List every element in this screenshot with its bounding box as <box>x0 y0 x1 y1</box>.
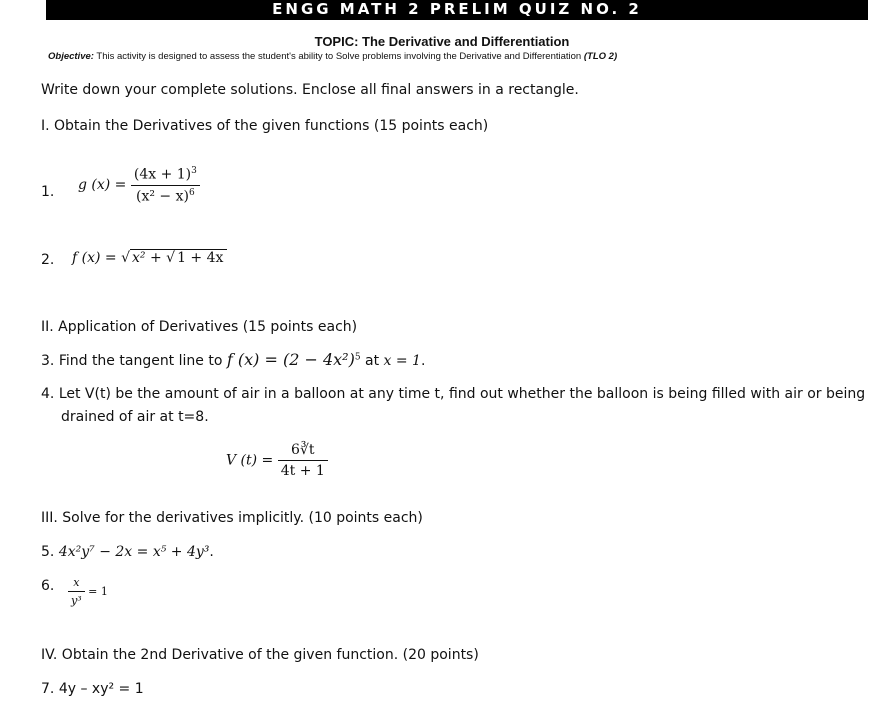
item-4-line-1 <box>41 386 865 402</box>
instructions: Write down your complete solutions. Enclose all final answers in a rectangle. <box>41 82 579 98</box>
item-5-suffix: . <box>209 544 214 560</box>
section-4-title: IV. Obtain the 2nd Derivative of the given function. (20 points) <box>41 647 479 663</box>
radical-sign-icon: √ <box>121 250 131 266</box>
item-3-number: 3. <box>41 353 55 369</box>
item-2-number: 2. <box>41 252 55 268</box>
topic-heading: TOPIC: The Derivative and Differentiation <box>314 34 570 49</box>
objective-text: This activity is designed to assess the student's ability to Solve problems involving the Derivative and Differentiation <box>93 51 584 62</box>
item-4-denominator: 4t + 1 <box>280 463 325 479</box>
item-1-fraction <box>131 166 200 204</box>
item-6-number: 6. <box>41 578 55 594</box>
item-2-radicand: x² + <box>132 250 167 266</box>
item-6-numerator: x <box>68 576 85 592</box>
item-1-numerator: (4x + 1) <box>133 166 192 183</box>
objective-line <box>48 51 617 62</box>
item-4-fraction <box>278 442 328 479</box>
item-1-denominator-exponent: 6 <box>188 187 195 198</box>
item-7-equation: 4y – xy² = 1 <box>58 681 144 697</box>
item-2-lhs: f (x) = <box>72 250 122 266</box>
item-4-equation <box>226 442 328 479</box>
item-1-equation <box>78 166 200 204</box>
item-4-numerator: 6∛t <box>278 442 328 461</box>
item-5-number: 5. <box>41 544 55 560</box>
item-6-equation <box>68 576 108 607</box>
item-3 <box>41 350 425 369</box>
radical-sign-icon: √ <box>166 250 176 266</box>
item-7-number: 7. <box>41 681 55 697</box>
item-3-point: x = 1 <box>383 353 421 369</box>
item-1-numerator-exponent: 3 <box>191 166 197 176</box>
item-1-lhs: g (x) = <box>78 177 127 194</box>
item-4-lhs: V (t) = <box>226 452 274 469</box>
item-6-rhs: = 1 <box>88 585 108 598</box>
item-2-equation <box>72 250 227 266</box>
item-3-function: f (x) = (2 − 4x²) <box>226 350 355 369</box>
item-3-exponent: 5 <box>354 352 361 363</box>
item-2-inner-radicand: 1 + 4x <box>177 250 224 266</box>
quiz-title-banner: ENGG MATH 2 PRELIM QUIZ NO. 2 <box>46 0 868 20</box>
item-3-middle: at <box>360 353 384 369</box>
item-4-number: 4. <box>41 386 55 402</box>
item-5-equation: 4x²y⁷ − 2x = x⁵ + 4y³ <box>58 544 210 560</box>
item-6-fraction <box>68 576 85 607</box>
item-3-suffix: . <box>420 353 426 369</box>
item-4-text-2: drained of air at t=8. <box>61 409 209 425</box>
section-1-title: I. Obtain the Derivatives of the given functions (15 points each) <box>41 118 489 134</box>
item-6-denominator: y³ <box>71 594 82 607</box>
item-1-number: 1. <box>41 184 55 200</box>
objective-tlo: (TLO 2) <box>583 51 618 62</box>
objective-label: Objective: <box>48 51 94 62</box>
section-3-title: III. Solve for the derivatives implicitly. (10 points each) <box>41 510 423 526</box>
item-3-prefix: Find the tangent line to <box>58 353 227 369</box>
item-1-denominator: (x² − x) <box>136 188 189 205</box>
item-4-text-1: Let V(t) be the amount of air in a balloon at any time t, find out whether the balloon is being filled with air or being <box>58 386 866 402</box>
item-5 <box>41 544 214 560</box>
section-2-title: II. Application of Derivatives (15 points each) <box>41 319 358 335</box>
item-7 <box>41 681 144 697</box>
